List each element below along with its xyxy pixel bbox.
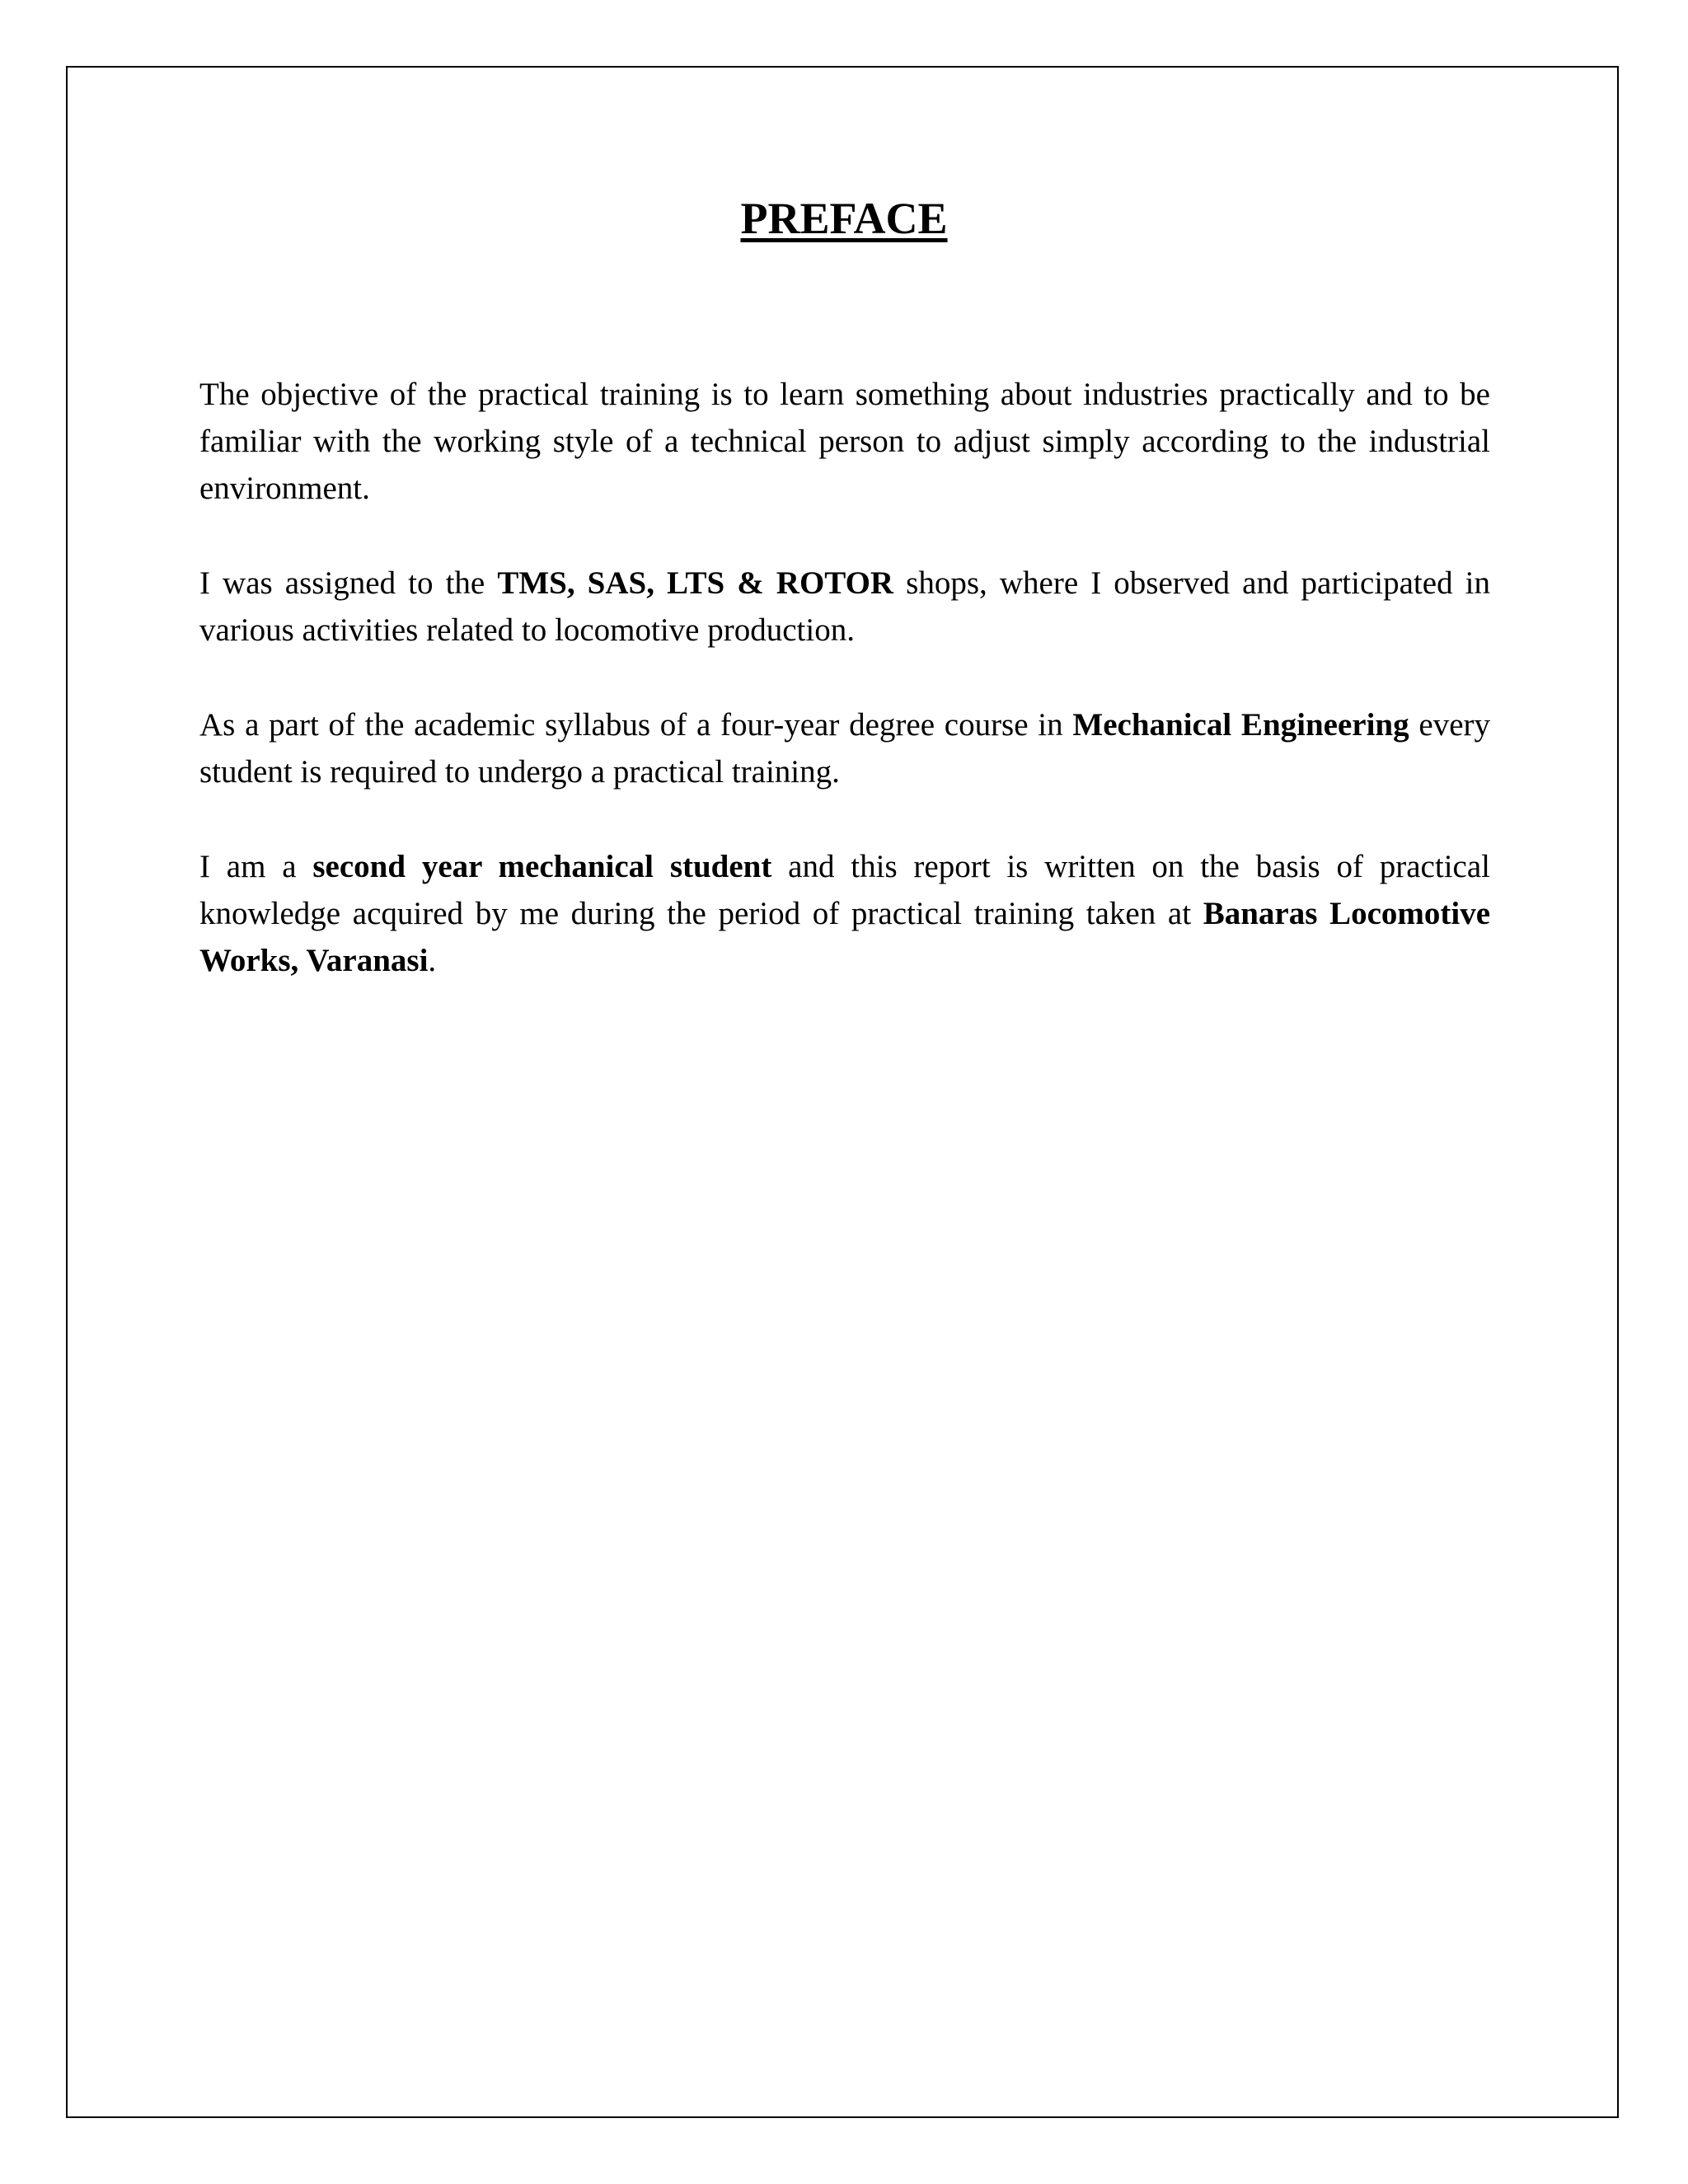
paragraph-syllabus xyxy=(199,701,1490,795)
paragraph-text: The objective of the practical training is to learn something about industries practically and to be familiar with the working style of a technical person to adjust simply according to the industrial environment. xyxy=(199,377,1490,506)
shops-list: TMS, SAS, LTS & ROTOR xyxy=(497,565,894,601)
page-title: PREFACE xyxy=(740,194,948,243)
paragraph-text: As a part of the academic syllabus of a four-year degree course in xyxy=(199,707,1073,743)
paragraph-text: . xyxy=(428,943,437,978)
organization-name: Banaras Locomotive Works, Varanasi xyxy=(199,896,1490,978)
student-year: second year mechanical student xyxy=(312,849,772,884)
paragraph-text: I am a xyxy=(199,849,313,884)
preface-body xyxy=(199,371,1490,1032)
paragraph-text: every student is required to undergo a practical training. xyxy=(199,707,1490,790)
paragraph-assignment xyxy=(199,560,1490,654)
paragraph-author xyxy=(199,843,1490,984)
paragraph-text: I was assigned to the xyxy=(199,565,498,601)
paragraph-text: and this report is written on the basis of practical knowledge acquired by me during the period of practical training taken at xyxy=(199,849,1490,931)
paragraph-text: shops, where I observed and participated in various activities related to locomotive production. xyxy=(199,565,1490,648)
course-name: Mechanical Engineering xyxy=(1072,707,1409,743)
paragraph-objective xyxy=(199,371,1490,512)
